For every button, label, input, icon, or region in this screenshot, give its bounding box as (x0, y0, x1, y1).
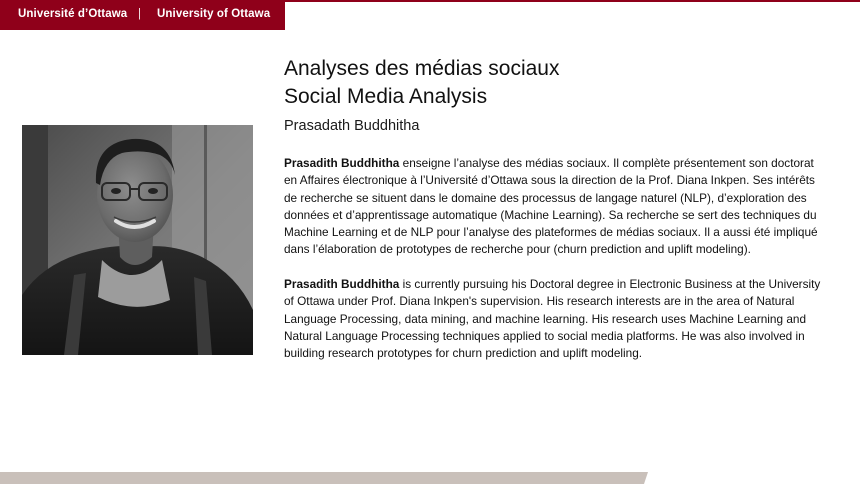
header-separator: | (138, 8, 142, 20)
bio-text (284, 155, 824, 363)
presenter-photo (22, 125, 253, 355)
university-header (0, 0, 285, 30)
bio-paragraph-en (284, 276, 824, 362)
bio-name-en: Prasadith Buddhitha (284, 277, 400, 292)
university-name-fr: Université d’Ottawa (18, 8, 128, 20)
bio-paragraph-fr (284, 155, 824, 259)
title-block (284, 55, 844, 136)
presenter-name: Prasadath Buddhitha (284, 118, 420, 134)
portrait-image (22, 125, 253, 355)
footer-band (0, 471, 860, 483)
bio-body-en: is currently pursuing his Doctoral degree in Electronic Business at the University of Ottawa under Prof. Diana Inkpen's supervision. His research interests are in the area of Natural Language Processing, data mining, and machine learning. His research uses Machine Learning and Natural Language Processing techniques applied to social media platforms. He was also involved in building research prototypes for churn prediction and uplift modeling. (284, 277, 821, 361)
page-title-en: Social Media Analysis (284, 85, 488, 108)
bio-body-fr: enseigne l’analyse des médias sociaux. Il complète présentement son doctorat en Affaires électronique à l’Université d’Ottawa sous la direction de la Prof. Diana Inkpen. Ses intérêts de recherche se situent dans le domaine des processus de langage naturel (NLP), d’exploration des données et d’apprentissage automatique (Machine Learning). Sa recherche se sert des techniques du Machine Learning et de NLP pour l’analyse des plateformes de médias sociaux. Il a aussi été impliqué dans l’élaboration de prototypes de recherche pour (churn prediction and uplift modeling). (284, 156, 818, 257)
university-name-en: University of Ottawa (157, 8, 271, 20)
page-title-fr: Analyses des médias sociaux (284, 57, 560, 80)
bio-name-fr: Prasadith Buddhitha (284, 156, 400, 170)
footer-graphic (0, 472, 860, 484)
